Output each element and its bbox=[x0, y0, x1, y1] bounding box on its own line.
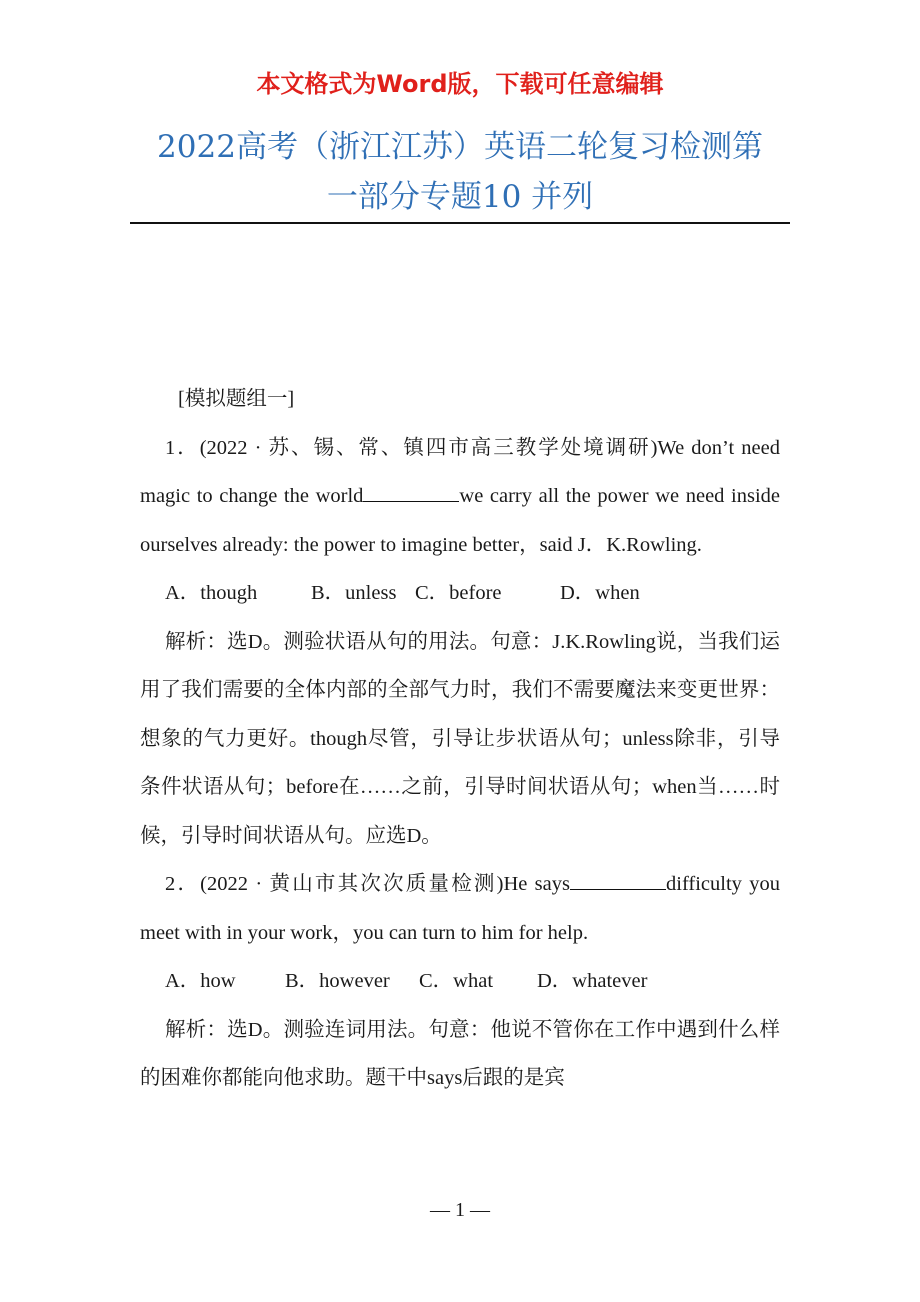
question-1-analysis: 解析：选D。测验状语从句的用法。句意：J.K.Rowling说，当我们运用了我们需要的全体内部的全部气力时，我们不需要魔法来变更世界：想象的气力更好。though尽管，引导让步状语从句；unless除非，引导条件状语从句；before在……之前，引导时间状语从句；when当……时候，引导时间状语从句。应选D。 bbox=[140, 630, 780, 847]
question-1-stem: 1．(2022 · 苏、锡、常、镇四市高三教学处境调研)We don’t need magic to change the world bbox=[140, 436, 780, 507]
question-2-stem-end: difficulty you meet with in your work，you can turn to him for help. bbox=[140, 873, 781, 944]
option-b: B．unless bbox=[311, 582, 397, 604]
title-line-2: 一部分专题10 并列 bbox=[326, 179, 594, 215]
section-heading: [模拟题组一] bbox=[178, 388, 295, 410]
option-d: D．whatever bbox=[537, 970, 648, 992]
option-c: C．what bbox=[419, 970, 494, 992]
option-a: A．how bbox=[165, 970, 236, 992]
option-c: C．before bbox=[415, 582, 502, 604]
option-b: B．however bbox=[285, 970, 390, 992]
option-a: A．though bbox=[165, 582, 258, 604]
document-title bbox=[100, 122, 820, 222]
answer-blank bbox=[363, 483, 459, 502]
question-1 bbox=[140, 424, 780, 570]
title-line-1: 2022高考（浙江江苏）英语二轮复习检测第 bbox=[157, 129, 763, 165]
page-number: — 1 — bbox=[430, 1199, 490, 1221]
answer-blank bbox=[570, 871, 666, 890]
question-1-stem-end: we carry all the power we need inside ourselves already: the power to imagine better，said J．K.Rowling. bbox=[140, 485, 780, 556]
option-d: D．when bbox=[560, 582, 640, 604]
document-body bbox=[140, 375, 780, 1103]
question-1-options bbox=[140, 569, 780, 618]
title-divider bbox=[130, 222, 790, 224]
question-2-stem: 2．(2022 · 黄山市其次次质量检测)He says bbox=[165, 873, 570, 895]
question-2 bbox=[140, 860, 780, 957]
question-2-options bbox=[140, 957, 780, 1006]
question-2-analysis: 解析：选D。测验连词用法。句意：他说不管你在工作中遇到什么样的困难你都能向他求助。题干中says后跟的是宾 bbox=[140, 1018, 780, 1089]
header-banner: 本文格式为Word版，下载可任意编辑 bbox=[256, 70, 664, 98]
